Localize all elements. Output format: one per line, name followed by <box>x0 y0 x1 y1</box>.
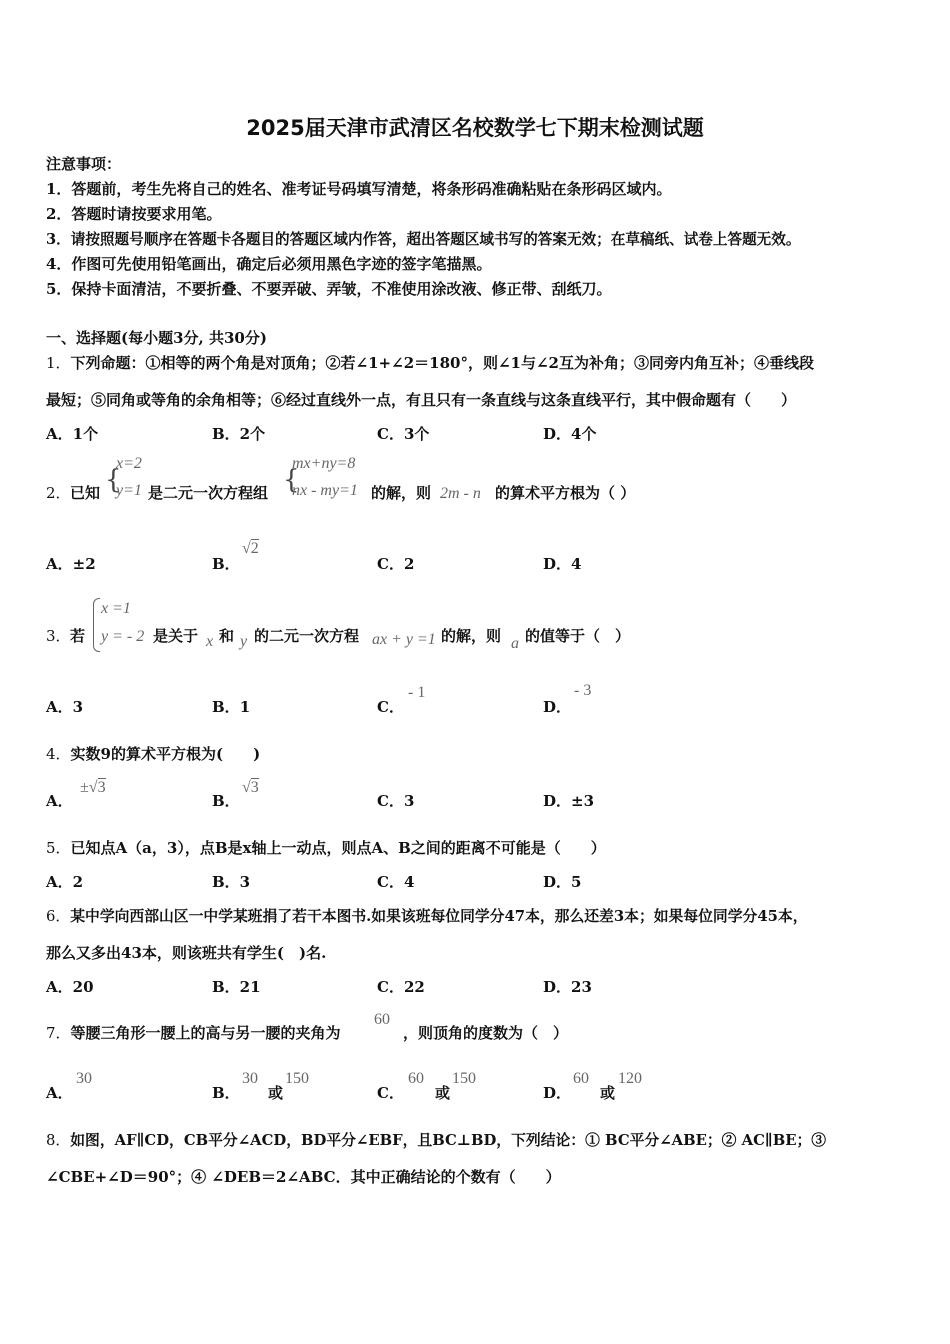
option-c: C．3个 <box>377 425 430 443</box>
option-c: C．22 <box>377 978 425 996</box>
option-b: B．21 <box>212 978 261 996</box>
option-d: D． <box>543 698 572 716</box>
system-eq: x=2 <box>116 455 142 472</box>
option-d-value1: 60 <box>573 1070 589 1087</box>
question-2-text: 的算术平方根为（ ） <box>495 484 636 502</box>
option-c: C．4 <box>377 873 415 891</box>
question-6-line2: 那么又多出43本，则该班共有学生( )名. <box>46 944 327 962</box>
option-d: D．±3 <box>543 792 595 810</box>
notice-item: 4．作图可先使用铅笔画出，确定后必须用黑色字迹的签字笔描黑。 <box>46 255 492 273</box>
expression: 2m - n <box>440 485 481 502</box>
question-8: 8．如图，AF∥CD，CB平分∠ACD，BD平分∠EBF，且BC⊥BD，下列结论：① BC平分∠ABE；② AC∥BE；③ <box>46 1132 827 1149</box>
option-b: B． <box>212 792 240 810</box>
or-text: 或 <box>268 1084 284 1102</box>
question-5: 5．已知点A（a，3），点B是x轴上一动点，则点A、B之间的距离不可能是（ ） <box>46 839 606 857</box>
sqrt-expression: √3 <box>242 779 259 796</box>
notice-item: 3．请按照题号顺序在答题卡各题目的答题区域内作答，超出答题区域书写的答案无效；在草稿纸、试卷上答题无效。 <box>46 231 801 248</box>
question-3-number: 3． <box>46 627 71 645</box>
option-c: C．2 <box>377 555 415 573</box>
option-c-value1: 60 <box>408 1070 424 1087</box>
option-d-value2: 120 <box>618 1070 642 1087</box>
option-b: B． <box>212 555 240 573</box>
section-heading: 一、选择题(每小题3分, 共30分) <box>46 329 267 347</box>
question-2-number: 2． <box>46 484 71 502</box>
question-text: 下列命题：①相等的两个角是对顶角；②若∠1+∠2＝180°，则∠1与∠2互为补角；③同旁内角互补；④垂线段 <box>70 354 814 372</box>
question-4: 4．实数9的算术平方根为( ) <box>46 745 261 763</box>
brace-icon: { <box>283 465 300 495</box>
question-2-text: 是二元一次方程组 <box>148 484 269 502</box>
option-d: D． <box>543 1084 572 1102</box>
option-c: C．3 <box>377 792 415 810</box>
option-c-value2: 150 <box>452 1070 476 1087</box>
brace-icon: { <box>105 465 122 495</box>
option-d: D．23 <box>543 978 592 996</box>
option-a: A．2 <box>46 873 84 891</box>
option-d: D．4个 <box>543 425 597 443</box>
question-2-text: 的解，则 <box>371 484 432 502</box>
option-c: C． <box>377 1084 404 1102</box>
option-d: D．4 <box>543 555 582 573</box>
option-c: C． <box>377 698 404 716</box>
question-3-text: 和 <box>219 627 235 645</box>
question-1 <box>46 352 814 373</box>
option-a-value: 30 <box>76 1070 92 1087</box>
question-number: 1． <box>46 354 71 372</box>
system-eq: y = - 2 <box>101 628 145 645</box>
variable: a <box>511 635 519 652</box>
question-7-text: ，则顶角的度数为（ ） <box>403 1024 569 1042</box>
notice-item: 1．答题前，考生先将自己的姓名、准考证号码填写清楚，将条形码准确粘贴在条形码区域内。 <box>46 180 672 198</box>
question-1-line2: 最短；⑤同角或等角的余角相等；⑥经过直线外一点，有且只有一条直线与这条直线平行，其中假命题有（ ） <box>46 391 797 409</box>
question-7: 7．等腰三角形一腰上的高与另一腰的夹角为 <box>46 1024 341 1042</box>
question-2-text: 已知 <box>70 484 101 502</box>
notice-heading: 注意事项： <box>46 155 122 173</box>
angle-value: 60 <box>374 1011 390 1028</box>
system-eq: y=1 <box>116 482 142 499</box>
option-a: A．±2 <box>46 555 96 573</box>
system-eq: mx+ny=8 <box>292 455 356 472</box>
question-6: 6．某中学向西部山区一中学某班捐了若干本图书.如果该班每位同学分47本，那么还差3本；如果每位同学分45本， <box>46 908 808 925</box>
equation: ax + y =1 <box>372 631 436 648</box>
sqrt-expression: ±√3 <box>80 779 106 796</box>
brace-icon <box>93 598 100 652</box>
option-b: B．1 <box>212 698 251 716</box>
question-3-text: 若 <box>70 627 86 645</box>
question-3-text: 的解，则 <box>441 627 502 645</box>
question-3-text: 的值等于（ ） <box>525 627 631 645</box>
question-8-line2: ∠CBE+∠D＝90°；④ ∠DEB＝2∠ABC．其中正确结论的个数有（ ） <box>46 1168 561 1186</box>
notice-item: 5．保持卡面清洁，不要折叠、不要弄破、弄皱，不准使用涂改液、修正带、刮纸刀。 <box>46 280 612 298</box>
option-b-value1: 30 <box>242 1070 258 1087</box>
variable: y <box>240 633 248 650</box>
notice-item: 2．答题时请按要求用笔。 <box>46 205 222 223</box>
option-c-value: - 1 <box>408 684 426 701</box>
or-text: 或 <box>600 1084 616 1102</box>
option-b: B． <box>212 1084 240 1102</box>
or-text: 或 <box>435 1084 451 1102</box>
option-a: A．3 <box>46 698 84 716</box>
option-b: B．3 <box>212 873 251 891</box>
option-d: D．5 <box>543 873 582 891</box>
variable: x <box>206 633 214 650</box>
option-b: B．2个 <box>212 425 266 443</box>
option-a: A．20 <box>46 978 94 996</box>
option-b-value2: 150 <box>285 1070 309 1087</box>
sqrt-expression: √2 <box>242 540 259 557</box>
question-3-text: 是关于 <box>153 627 199 645</box>
option-a: A．1个 <box>46 425 99 443</box>
system-eq: x =1 <box>101 600 131 617</box>
option-d-value: - 3 <box>574 682 592 699</box>
option-a: A． <box>46 792 73 810</box>
page-title: 2025届天津市武清区名校数学七下期末检测试题 <box>246 116 704 140</box>
question-3-text: 的二元一次方程 <box>254 627 360 645</box>
system-eq: nx - my=1 <box>292 482 358 499</box>
option-a: A． <box>46 1084 73 1102</box>
